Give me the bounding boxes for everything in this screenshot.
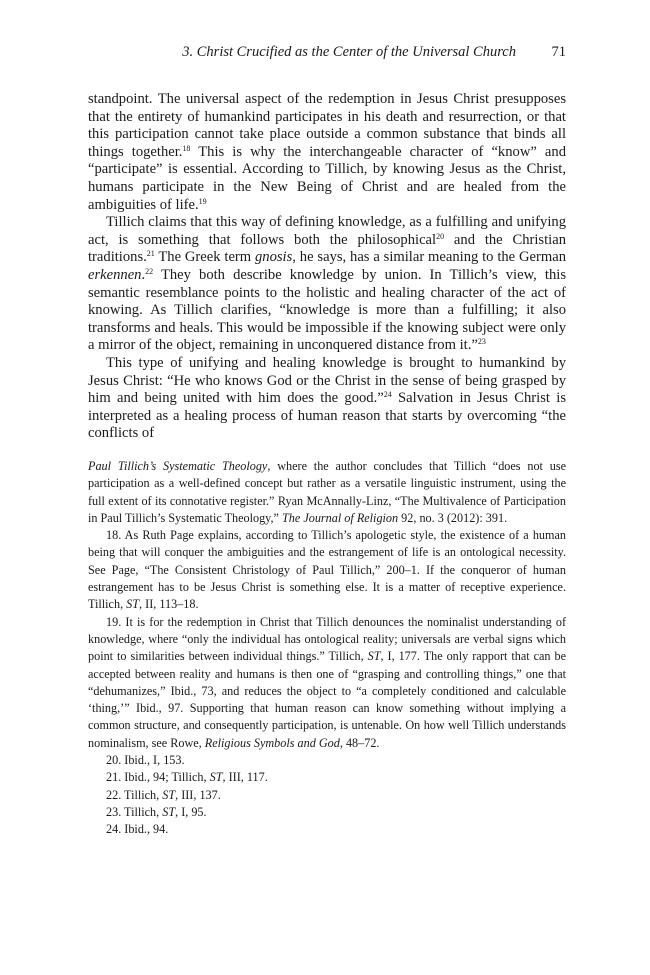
note-text: 20. Ibid., I, 153. bbox=[106, 753, 185, 768]
footnote-19 bbox=[88, 614, 566, 752]
text-run: and the Christian traditions. bbox=[88, 231, 566, 266]
note-text: , II, 113–18. bbox=[139, 597, 199, 612]
footnote-ref-24[interactable]: 24 bbox=[383, 390, 392, 400]
text-run: This is why the interchangeable character of “know” and “participate” is essential. According to Tillich, by knowing Jesus as the Christ, humans participate in the New Being of Christ and are healed from the ambiguities of life. bbox=[88, 143, 566, 213]
footnote-continuation bbox=[88, 458, 566, 527]
footnote-23 bbox=[88, 804, 566, 821]
note-text: 24. Ibid., 94. bbox=[106, 822, 169, 837]
footnotes bbox=[88, 458, 566, 839]
footnote-ref-20[interactable]: 20 bbox=[436, 231, 445, 241]
note-text: 22. Tillich, bbox=[106, 787, 163, 802]
italic-title: Religious Symbols and God bbox=[204, 735, 340, 750]
footnote-ref-18[interactable]: 18 bbox=[182, 143, 191, 153]
italic-title: ST bbox=[162, 787, 176, 802]
footnote-20 bbox=[88, 752, 566, 769]
footnote-ref-23[interactable]: 23 bbox=[477, 337, 486, 347]
note-text: 92, no. 3 (2012): 391. bbox=[398, 510, 508, 525]
footnote-18 bbox=[88, 527, 566, 613]
text-run: Tillich claims that this way of defining knowledge, as a fulfilling and unifying act, is something that follows both the philosophical bbox=[88, 214, 566, 248]
italic-title: ST bbox=[162, 804, 176, 819]
italic-term-erkennen: erkennen bbox=[88, 266, 142, 283]
note-text: 23. Tillich, bbox=[106, 804, 163, 819]
text-run: They both describe knowledge by union. In Tillich’s view, this semantic resemblance points to the holistic and healing character of the act of knowing. As Tillich clarifies, “knowledge is more than a fulfilling; it also transforms and heals. This would be impossible if the knowing subject were only a mirror of the object, remaining in unconquered distance from it.” bbox=[88, 266, 566, 354]
note-text: , where the author concludes that Tillich “does not use participation as a well-defined concept but rather as a versatile linguistic instrument, using the full extent of its connotative register.” Ryan McAnnally-Linz, “The Multivalence of Participation in Paul Tillich’s Systematic Theology,” bbox=[88, 459, 566, 525]
text-run: . bbox=[141, 266, 146, 283]
footnote-ref-22[interactable]: 22 bbox=[145, 266, 154, 276]
paragraph-2 bbox=[88, 214, 566, 355]
italic-title: ST bbox=[126, 597, 140, 612]
footnote-ref-19[interactable]: 19 bbox=[198, 196, 207, 206]
text-run: standpoint. The universal aspect of the redemption in Jesus Christ presupposes that the entirety of humankind participates in his death and resurrection, or that this participation cannot take place outside a common substance that binds all things together. bbox=[88, 91, 566, 160]
footnote-22 bbox=[88, 787, 566, 804]
italic-title: ST bbox=[209, 770, 223, 785]
note-text: 19. It is for the redemption in Christ that Tillich denounces the nominalist understanding of knowledge, where “only the individual has ontological reality; universals are verbal signs which point to similarities between individual things.” Tillich, bbox=[88, 614, 566, 664]
page-number: 71 bbox=[551, 44, 566, 60]
note-text: 21. Ibid., 94; Tillich, bbox=[106, 770, 210, 785]
footnote-24 bbox=[88, 821, 566, 838]
running-header bbox=[88, 44, 566, 64]
italic-term-gnosis: gnosis bbox=[254, 249, 293, 266]
footnote-ref-21[interactable]: 21 bbox=[146, 249, 155, 259]
paragraph-3 bbox=[88, 355, 566, 443]
note-text: , I, 177. The only rapport that can be accepted between reality and humans is then one of “grasping and controlling things,” one that “dehumanizes,” Ibid., 73, and reduces the object to “a completely conditioned and calculable ‘thing,’” Ibid., 97. Supporting that human reason can know something without implying a common structure, and consequently participation, is untenable. On how well Tillich understands nominalism, see Rowe, bbox=[88, 649, 566, 750]
note-text: , I, 95. bbox=[175, 804, 207, 819]
text-run: Salvation in Jesus Christ is interpreted as a healing process of human reason that starts by overcoming “the conflicts of bbox=[88, 390, 567, 442]
italic-title: Paul Tillich’s Systematic Theology bbox=[88, 459, 268, 473]
italic-title: ST bbox=[367, 649, 381, 664]
running-title: 3. Christ Crucified as the Center of the Universal Church bbox=[182, 44, 516, 60]
note-text: , 48–72. bbox=[339, 735, 380, 750]
italic-title: The Journal of Religion bbox=[282, 510, 399, 525]
text-run: , he says, has a similar meaning to the German bbox=[292, 249, 566, 266]
text-run: The Greek term bbox=[154, 249, 255, 266]
text-run: This type of unifying and healing knowledge is brought to humankind by Jesus Christ: “He who knows God or the Christ in the sense of being grasped by him and being united with him does the good.” bbox=[88, 354, 566, 407]
note-text: , III, 117. bbox=[222, 770, 268, 785]
note-text: 18. As Ruth Page explains, according to Tillich’s apologetic style, the existence of a human being that will conquer the ambiguities and the estrangement of life is an ontological necessity. See Page, “The Consistent Christology of Paul Tillich,” 200–1. If the conqueror of human estrangement has to be Jesus Christ is something else. It is a matter of receptive experience. Tillich, bbox=[88, 528, 566, 612]
note-text: , III, 137. bbox=[175, 787, 221, 802]
paragraph-1 bbox=[88, 91, 566, 214]
footnote-21 bbox=[88, 769, 566, 786]
main-text bbox=[88, 91, 566, 443]
